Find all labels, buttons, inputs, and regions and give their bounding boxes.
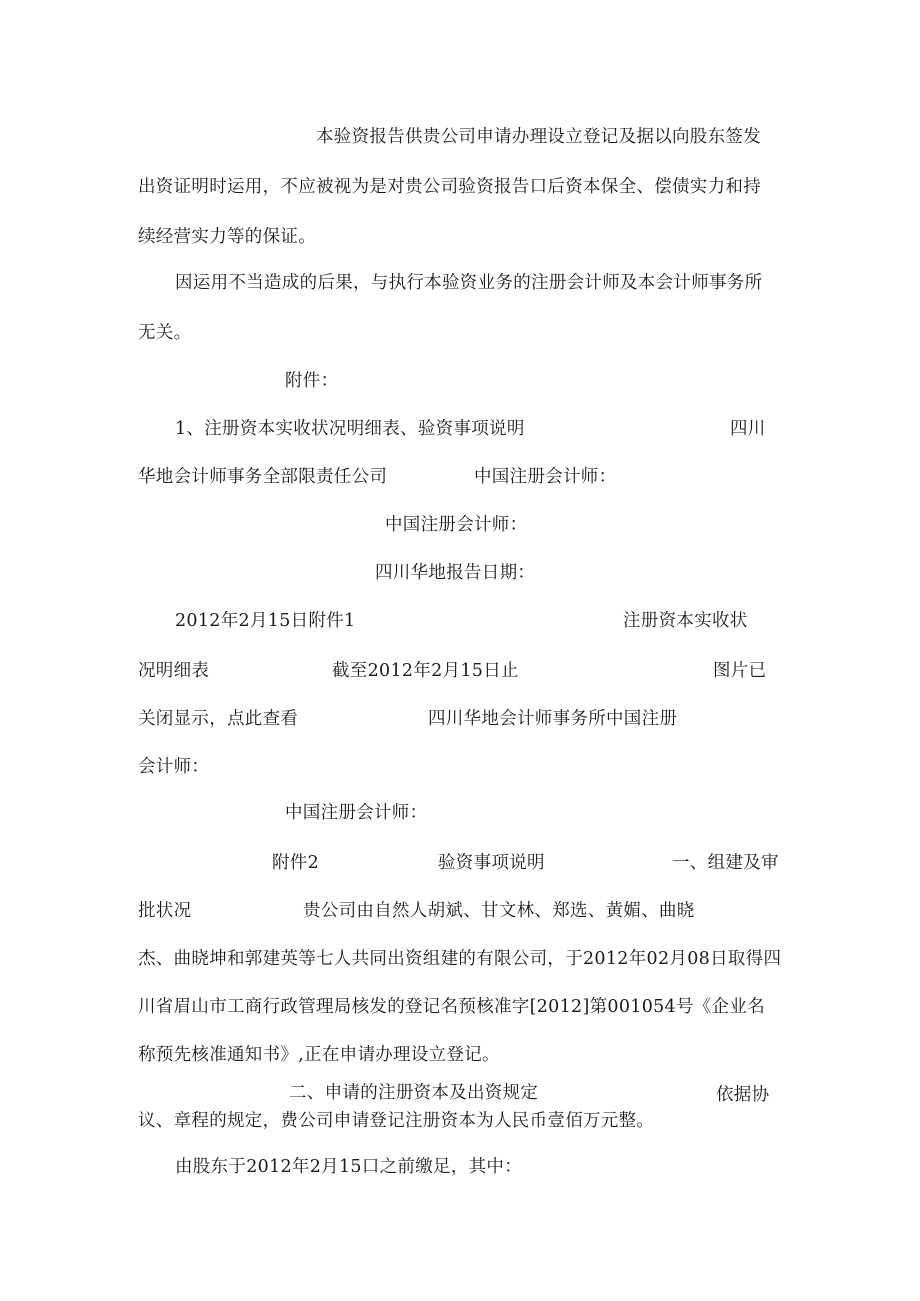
table-title-part-1: 注册资本实收状 (623, 611, 748, 631)
section-1-body-line-4: 称预先核准通知书》,正在申请办理设立登记。 (138, 1045, 500, 1065)
payment-deadline-line: 由股东于2012年2月15口之前缴足，其中： (175, 1157, 523, 1177)
as-of-date: 截至2012年2月15日止 (332, 661, 519, 681)
section-2-body-line-1: 依据协 (716, 1085, 770, 1105)
firm-name-prefix: 四川 (730, 419, 766, 439)
section-1-body-line-2: 杰、曲晓坤和郭建英等七人共同出资组建的有限公司，于2012年02月08日取得四 (138, 949, 782, 969)
attachment-2-label: 附件2 (272, 853, 320, 873)
report-date-label: 四川华地报告日期： (375, 563, 536, 583)
table-title-part-2: 况明细表 (138, 661, 210, 681)
section-1-heading-part-1: 一、组建及审 (672, 853, 779, 873)
usage-paragraph-line-1: 本验资报告供贵公司申请办理设立登记及据以向股东签发 (316, 127, 761, 147)
usage-paragraph-line-2: 出资证明时运用，不应被视为是对贵公司验资报告口后资本保全、偿债实力和持 (138, 177, 761, 197)
cpa-signature-label-2: 中国注册会计师： (385, 515, 528, 535)
firm-cpa-part-2: 会计师： (138, 757, 210, 777)
image-notice-part-1: 图片已 (713, 661, 767, 681)
usage-paragraph-line-3: 续经营实力等的保证。 (138, 227, 316, 247)
attachments-heading: 附件： (285, 371, 339, 391)
firm-name: 华地会计师事务全部限责任公司 (138, 467, 388, 487)
section-1-heading-part-2: 批状况 (138, 901, 192, 921)
firm-cpa-part-1: 四川华地会计师事务所中国注册 (428, 709, 678, 729)
attachment-2-title: 验资事项说明 (438, 853, 545, 873)
liability-paragraph-line-2: 无关。 (138, 323, 192, 343)
section-2-heading: 二、申请的注册资本及出资规定 (289, 1083, 539, 1103)
report-date-and-attachment-1: 2012年2月15日附件1 (175, 611, 356, 631)
section-2-body-line-2: 议、章程的规定，费公司申请登记注册资本为人民币壹佰万元整。 (138, 1111, 655, 1131)
cpa-signature-label-3: 中国注册会计师： (285, 803, 428, 823)
section-1-body-line-1: 贵公司由自然人胡斌、甘文林、郑选、黄媚、曲晓 (303, 901, 695, 921)
liability-paragraph-line-1: 因运用不当造成的后果，与执行本验资业务的注册会计师及本会计师事务所 (175, 273, 763, 293)
section-1-body-line-3: 川省眉山市工商行政管理局核发的登记名预核准字[2012]第001054号《企业名 (138, 997, 765, 1017)
image-notice-link[interactable]: 关闭显示，点此查看 (138, 709, 299, 729)
attachment-item-1: 1、注册资本实收状况明细表、验资事项说明 (175, 419, 525, 439)
cpa-signature-label-1: 中国注册会计师： (474, 467, 617, 487)
